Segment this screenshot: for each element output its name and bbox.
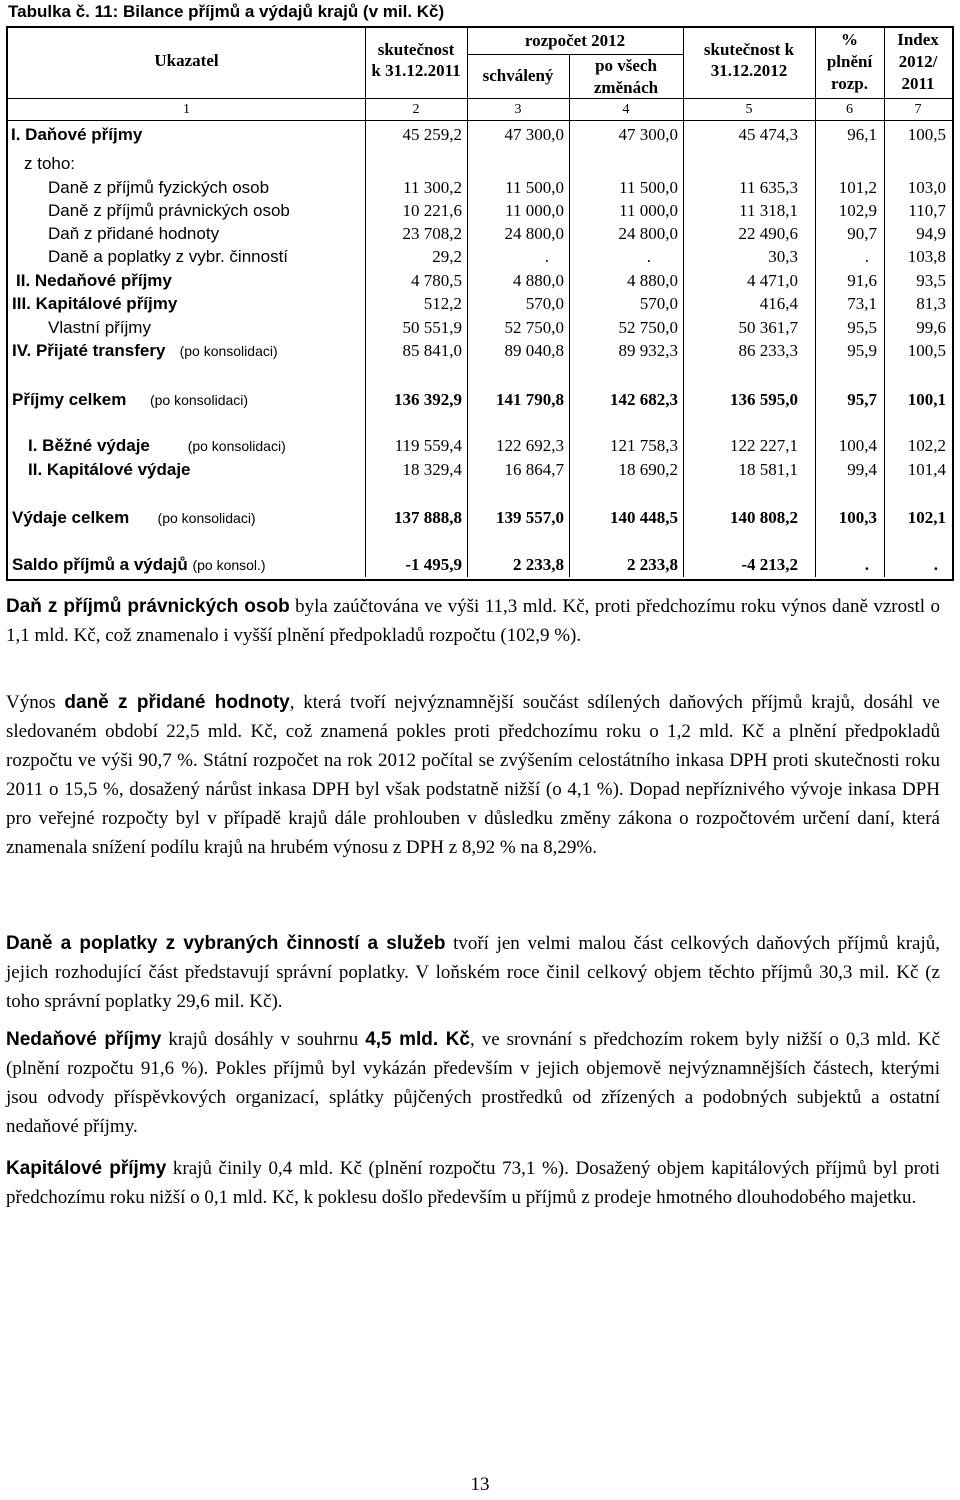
table-cell: 95,9 (847, 341, 877, 360)
row-note: (po konsolidaci) (157, 510, 256, 526)
table-cell: 24 800,0 (618, 224, 678, 243)
table-cell: 11 000,0 (505, 201, 564, 220)
paragraph-dph (6, 688, 940, 862)
header-index-line2: 2012/ (898, 52, 938, 71)
header-skutecnost-2011-line1: skutečnost (377, 40, 455, 59)
table-cell: 122 692,3 (496, 436, 564, 455)
row-label: Daně a poplatky z vybr. činností (48, 247, 289, 266)
col-number: 3 (514, 102, 522, 117)
table-cell: 2 233,8 (627, 555, 678, 574)
table-cell: 103,8 (907, 247, 946, 266)
table-cell: 102,2 (907, 436, 946, 455)
table-cell: 570,0 (639, 294, 678, 313)
header-schvaleny: schválený (482, 66, 554, 85)
row-label-text: IV. Přijaté transfery (12, 341, 166, 360)
row-note: (po konsol.) (192, 557, 266, 573)
table-hline (467, 54, 683, 55)
header-index-line1: Index (897, 30, 939, 49)
page-number: 13 (470, 1474, 490, 1495)
row-label-text: Výdaje celkem (12, 508, 130, 527)
row-label (12, 390, 248, 410)
row-label (12, 508, 256, 528)
table-cell: 100,5 (907, 341, 946, 360)
table-cell: 30,3 (768, 247, 798, 266)
header-skutecnost-2012-line1: skutečnost k (703, 40, 795, 59)
header-po-vsech-line1: po všech (595, 56, 657, 75)
paragraph-nedanove (6, 1025, 940, 1141)
table-cell: 100,3 (838, 508, 877, 527)
col-number: 5 (745, 102, 753, 117)
row-label: Daň z přidané hodnoty (48, 224, 220, 243)
bold-term: Daň z příjmů právnických osob (6, 596, 290, 617)
table-cell: 4 780,5 (411, 271, 462, 290)
header-skutecnost-2012-line2: 31.12.2012 (710, 61, 788, 80)
table-cell: 95,7 (847, 390, 877, 409)
table-cell: 100,1 (907, 390, 946, 409)
table-cell: 52 750,0 (618, 318, 678, 337)
table-cell: 18 581,1 (738, 460, 798, 479)
table-cell: 121 758,3 (610, 436, 678, 455)
row-note: (po konsolidaci) (149, 392, 249, 408)
table-cell: 11 500,0 (505, 178, 564, 197)
table-cell: 96,1 (847, 125, 877, 144)
table-cell: 139 557,0 (496, 508, 564, 527)
row-label: Daně z příjmů právnických osob (48, 201, 290, 220)
table-cell: 122 227,1 (730, 436, 798, 455)
table-cell: 73,1 (847, 294, 877, 313)
col-number: 1 (183, 102, 190, 117)
row-note: (po konsolidaci) (187, 438, 286, 454)
table-cell: 4 880,0 (513, 271, 564, 290)
paragraph-text: krajů činily 0,4 mld. Kč (plnění rozpočtu 73,1 %). Dosažený objem kapitálových příjmů byl proti předchozímu roku nižší o 0,1 mld. Kč, k poklesu došlo především u příjmů z prodeje hmotného dlouhodobého majetku. (6, 1158, 940, 1208)
table-cell: 137 888,8 (394, 508, 462, 527)
table-cell: 95,5 (847, 318, 877, 337)
table-cell: 103,0 (907, 178, 946, 197)
table-cell: 85 841,0 (402, 341, 462, 360)
table-cell: 50 551,9 (402, 318, 462, 337)
table-cell: 140 808,2 (730, 508, 798, 527)
bold-term: Nedaňové příjmy (6, 1029, 162, 1050)
table-hline (8, 98, 952, 99)
table-cell: 4 471,0 (747, 271, 798, 290)
table-hline (8, 120, 952, 121)
bold-term: daně z přidané hodnoty (64, 692, 290, 713)
table-cell: 16 864,7 (504, 460, 564, 479)
table-cell: 101,4 (907, 460, 946, 479)
row-label (28, 436, 286, 456)
col-number: 2 (412, 102, 420, 117)
header-po-vsech-line2: změnách (593, 78, 659, 97)
table-cell: 45 259,2 (402, 125, 462, 144)
header-rozpocet-2012: rozpočet 2012 (524, 31, 626, 50)
table-cell: . (544, 247, 549, 266)
header-pct-line3: rozp. (831, 74, 868, 93)
table-cell: 416,4 (759, 294, 798, 313)
header-pct-line2: plnění (826, 52, 873, 71)
header-ukazatel: Ukazatel (154, 51, 219, 70)
table-cell: 10 221,6 (402, 201, 462, 220)
table-cell: 29,2 (432, 247, 462, 266)
table-cell: 86 233,3 (738, 341, 798, 360)
table-cell: 99,6 (916, 318, 946, 337)
table-cell: 24 800,0 (504, 224, 564, 243)
paragraph-text: , která tvoří nejvýznamnější součást sdílených daňových příjmů krajů, dosáhl ve sledovaném období 22,5 mld. Kč, což znamená pokles proti předchozímu roku o 1,2 mld. Kč a plnění předpokladů rozpočtu ve výši 90,7 %. Státní rozpočet na rok 2012 počítal se zvýšením celostátního inkasa DPH proti skutečnosti roku 2011 o 15,5 %, dosažený nárůst inkasa DPH byl však podstatně nižší (o 4,1 %). Dopad nepříznivého vývoje inkasa DPH pro veřejné rozpočty byl v případě krajů dále prohlouben v důsledku změny zákona o rozpočtovém určení daní, která znamenala snížení podílu krajů na hrubém výnosu z DPH z 8,92 % na 8,29%. (6, 692, 940, 858)
row-label (12, 555, 266, 575)
row-label-text: Saldo příjmů a výdajů (12, 555, 188, 574)
table-cell: 52 750,0 (504, 318, 564, 337)
row-label: I. Daňové příjmy (11, 125, 143, 144)
table-cell: 136 595,0 (730, 390, 798, 409)
table-cell: 22 490,6 (738, 224, 798, 243)
table-cell: 140 448,5 (610, 508, 678, 527)
table-cell: 101,2 (838, 178, 877, 197)
table-cell: 11 000,0 (619, 201, 678, 220)
table-cell: 23 708,2 (402, 224, 462, 243)
header-skutecnost-2011-line2: k 31.12.2011 (371, 61, 461, 80)
row-label: II. Kapitálové výdaje (28, 460, 191, 479)
table-cell: 119 559,4 (394, 436, 462, 455)
table-cell: 94,9 (916, 224, 946, 243)
table-cell: 11 500,0 (619, 178, 678, 197)
paragraph-kapitalove (6, 1154, 940, 1212)
paragraph-text: Výnos (6, 692, 65, 713)
table-cell: 18 690,2 (618, 460, 678, 479)
row-label-text: I. Běžné výdaje (28, 436, 150, 455)
paragraph-text: tvoří jen velmi malou část celkových daňových příjmů krajů, jejich rozhodující část představují správní poplatky. V loňském roce činil celkový objem těchto příjmů 30,3 mil. Kč (z toho správní poplatky 29,6 mil. Kč). (6, 933, 940, 1012)
bold-term: Daně a poplatky z vybraných činností a služeb (6, 933, 446, 954)
table-cell: 102,1 (907, 508, 946, 527)
paragraph-pravnicke-osoby (6, 592, 940, 650)
col-number: 4 (622, 102, 630, 117)
paragraph-text: byla zaúčtována ve výši 11,3 mld. Kč, proti předchozímu roku výnos daně vzrostl o 1,1 mld. Kč, což znamenalo i vyšší plnění předpokladů rozpočtu (102,9 %). (6, 596, 941, 646)
table-cell: 142 682,3 (610, 390, 678, 409)
col-number: 6 (846, 102, 853, 117)
row-label (12, 341, 278, 361)
table-cell: 11 635,3 (739, 178, 798, 197)
bold-term: 4,5 mld. Kč (365, 1029, 470, 1050)
table-cell: 512,2 (423, 294, 462, 313)
table-cell: 47 300,0 (618, 125, 678, 144)
table-cell: 45 474,3 (738, 125, 798, 144)
paragraph-dane-poplatky (6, 929, 940, 1016)
table-cell: 2 233,8 (513, 555, 564, 574)
table-cell: 11 318,1 (739, 201, 798, 220)
budget-table (6, 26, 954, 581)
row-label: z toho: (24, 154, 76, 173)
col-number: 7 (914, 102, 922, 117)
table-cell: 50 361,7 (738, 318, 798, 337)
table-cell: 11 300,2 (403, 178, 462, 197)
table-cell: 18 329,4 (402, 460, 462, 479)
bold-term: Kapitálové příjmy (6, 1158, 167, 1179)
table-cell: 136 392,9 (394, 390, 462, 409)
paragraph-text: krajů dosáhly v souhrnu (161, 1029, 366, 1050)
paragraph-text: , ve srovnání s předchozím rokem byly nižší o 0,3 mld. Kč (plnění rozpočtu 91,6 %). Pokles příjmů byl vykázán především v jejich objemově nejvýznamnějších částech, kterými jsou odvody příspěvkových organizací, splátky půjčených prostředků od zřízených a podobných subjektů a ostatní nedaňové příjmy. (6, 1029, 941, 1137)
header-index-line3: 2011 (901, 74, 935, 93)
table-cell: 100,4 (838, 436, 877, 455)
table-cell: . (864, 247, 869, 266)
row-label: II. Nedaňové příjmy (16, 271, 172, 290)
table-cell: -4 213,2 (741, 555, 798, 574)
table-cell: -1 495,9 (405, 555, 462, 574)
table-cell: 93,5 (916, 271, 946, 290)
table-cell: . (864, 555, 869, 574)
row-label: Vlastní příjmy (48, 318, 151, 337)
table-cell: 91,6 (847, 271, 877, 290)
row-label: III. Kapitálové příjmy (12, 294, 178, 313)
table-cell: 570,0 (525, 294, 564, 313)
table-cell: 100,5 (907, 125, 946, 144)
table-cell: 4 880,0 (627, 271, 678, 290)
table-cell: 141 790,8 (496, 390, 564, 409)
table-caption: Tabulka č. 11: Bilance příjmů a výdajů krajů (v mil. Kč) (8, 2, 445, 21)
table-cell: 47 300,0 (504, 125, 564, 144)
table-cell: 81,3 (916, 294, 946, 313)
table-cell: 89 932,3 (618, 341, 678, 360)
row-label: Daně z příjmů fyzických osob (48, 178, 270, 197)
row-label-text: Příjmy celkem (12, 390, 127, 409)
row-note: (po konsolidaci) (179, 343, 278, 359)
table-cell: . (933, 555, 938, 574)
table-cell: . (646, 247, 651, 266)
table-cell: 89 040,8 (504, 341, 564, 360)
header-pct-line1: % (841, 30, 858, 49)
table-cell: 110,7 (908, 201, 946, 220)
table-cell: 102,9 (838, 201, 877, 220)
table-cell: 99,4 (847, 460, 877, 479)
table-cell: 90,7 (847, 224, 877, 243)
